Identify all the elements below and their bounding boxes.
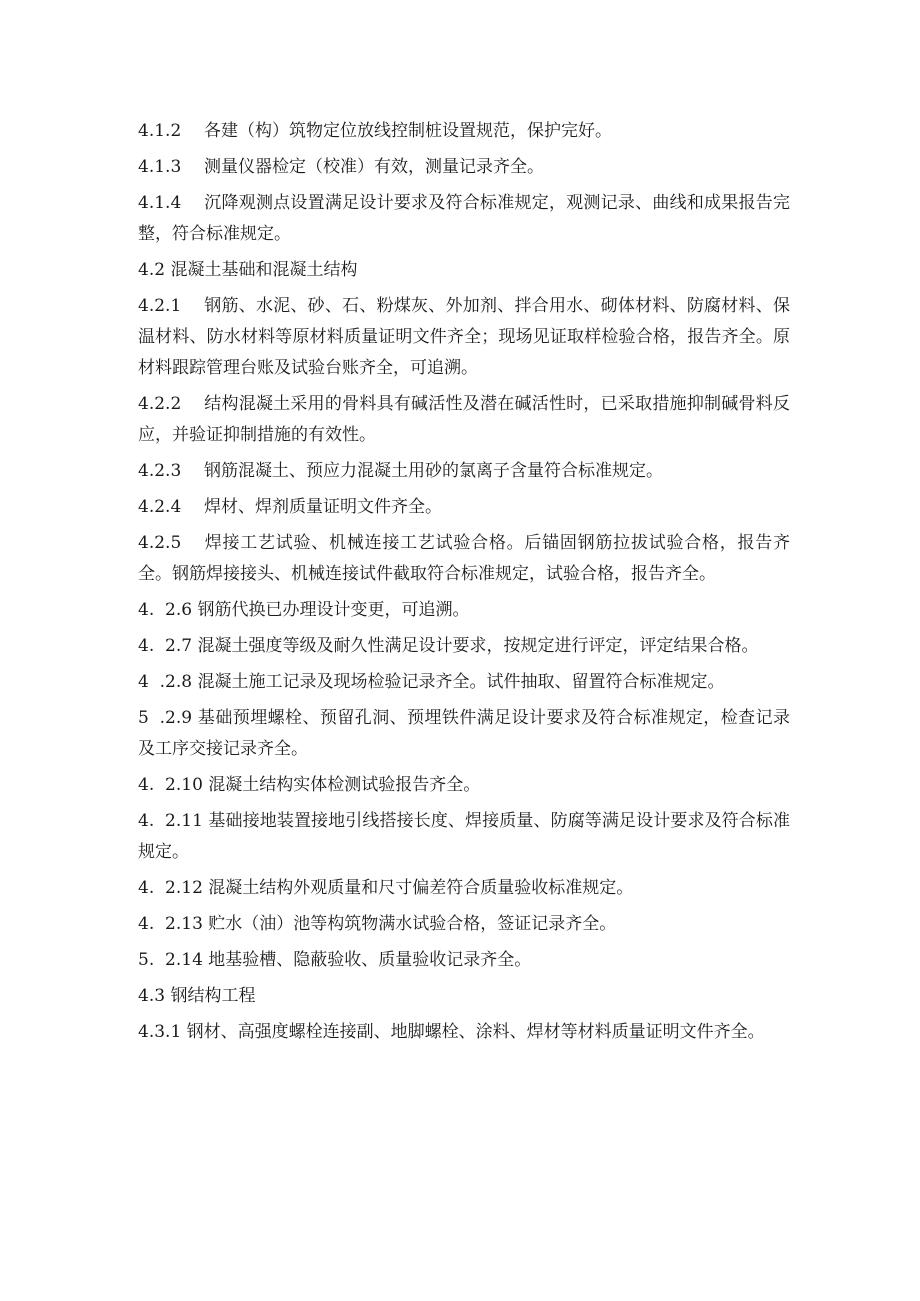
clause-number: 4.2.3 xyxy=(138,461,182,481)
clause-4-2-8 xyxy=(138,667,790,698)
clause-4-1-2 xyxy=(138,116,790,147)
clause-number: 4.2.2 xyxy=(138,394,182,414)
clause-text: 基础接地装置接地引线搭接长度、焊接质量、防腐等满足设计要求及符合标准规定。 xyxy=(138,811,790,862)
clause-text: 结构混凝土采用的骨料具有碱活性及潜在碱活性时，已采取措施抑制碱骨料反应，并验证抑制措施的有效性。 xyxy=(138,394,790,445)
clause-number: 4.1.4 xyxy=(138,193,182,213)
clause-number: 4. 2.10 xyxy=(138,775,203,795)
clause-text: 钢筋、水泥、砂、石、粉煤灰、外加剂、拌合用水、砌体材料、防腐材料、保温材料、防水材料等原材料质量证明文件齐全；现场见证取样检验合格，报告齐全。原材料跟踪管理台账及试验台账齐全，可追溯。 xyxy=(138,296,790,378)
clause-4-2-5 xyxy=(138,528,790,590)
clause-4-2-10 xyxy=(138,770,790,801)
clause-text: 混凝土结构外观质量和尺寸偏差符合质量验收标准规定。 xyxy=(208,878,634,898)
clause-number: 4.2.5 xyxy=(138,533,182,553)
clause-4-2-14 xyxy=(138,945,790,976)
clause-number: 4 .2.8 xyxy=(138,672,193,692)
clause-text: 各建（构）筑物定位放线控制桩设置规范，保护完好。 xyxy=(204,121,612,141)
clause-text: 焊材、焊剂质量证明文件齐全。 xyxy=(204,497,442,517)
clause-4-1-3 xyxy=(138,152,790,183)
clause-text: 混凝土结构实体检测试验报告齐全。 xyxy=(208,775,481,795)
clause-number: 4. 2.6 xyxy=(138,600,193,620)
clause-number: 4. 2.11 xyxy=(138,811,203,831)
clause-number: 4. 2.12 xyxy=(138,878,203,898)
clause-text: 混凝土强度等级及耐久性满足设计要求，按规定进行评定，评定结果合格。 xyxy=(197,636,759,656)
clause-4-2-3 xyxy=(138,456,790,487)
clause-4-1-4 xyxy=(138,188,790,250)
clause-4-2-7 xyxy=(138,631,790,662)
section-heading-4-2: 4.2 混凝土基础和混凝土结构 xyxy=(138,260,358,280)
clause-4-2-13 xyxy=(138,909,790,940)
clause-4-2-1 xyxy=(138,291,790,384)
clause-number: 5. 2.14 xyxy=(138,950,203,970)
clause-text: 沉降观测点设置满足设计要求及符合标准规定，观测记录、曲线和成果报告完整，符合标准规定。 xyxy=(138,193,790,244)
clause-4-2-4 xyxy=(138,492,790,523)
clause-text: 基础预埋螺栓、预留孔洞、预埋铁件满足设计要求及符合标准规定，检查记录及工序交接记录齐全。 xyxy=(138,708,791,759)
clause-4-2-11 xyxy=(138,806,790,868)
clause-4-2-6 xyxy=(138,595,790,626)
clause-number: 4.1.3 xyxy=(138,157,182,177)
clause-text: 钢筋混凝土、预应力混凝土用砂的氯离子含量符合标准规定。 xyxy=(204,461,663,481)
clause-number: 4. 2.7 xyxy=(138,636,193,656)
section-heading-4-3: 4.3 钢结构工程 xyxy=(138,986,256,1006)
clause-text: 测量仪器检定（校准）有效，测量记录齐全。 xyxy=(204,157,544,177)
clause-text: 钢筋代换已办理设计变更，可追溯。 xyxy=(197,600,470,620)
document-page xyxy=(138,116,790,1053)
clause-text: 地基验槽、隐蔽验收、质量验收记录齐全。 xyxy=(208,950,532,970)
clause-number: 4.3.1 xyxy=(138,1022,182,1042)
clause-4-2-12 xyxy=(138,873,790,904)
clause-number: 4. 2.13 xyxy=(138,914,203,934)
clause-text: 贮水（油）池等构筑物满水试验合格，签证记录齐全。 xyxy=(208,914,617,934)
clause-number: 4.2.4 xyxy=(138,497,182,517)
clause-number: 4.2.1 xyxy=(138,296,182,316)
clause-number: 5 .2.9 xyxy=(138,708,193,728)
clause-4-3-1 xyxy=(138,1017,790,1048)
clause-number: 4.1.2 xyxy=(138,121,182,141)
clause-text: 混凝土施工记录及现场检验记录齐全。试件抽取、留置符合标准规定。 xyxy=(197,672,725,692)
clause-4-2-2 xyxy=(138,389,790,451)
clause-4-2-9 xyxy=(138,703,790,765)
clause-text: 钢材、高强度螺栓连接副、地脚螺栓、涂料、焊材等材料质量证明文件齐全。 xyxy=(186,1022,765,1042)
clause-text: 焊接工艺试验、机械连接工艺试验合格。后锚固钢筋拉拔试验合格，报告齐全。钢筋焊接接头、机械连接试件截取符合标准规定，试验合格，报告齐全。 xyxy=(138,533,790,584)
